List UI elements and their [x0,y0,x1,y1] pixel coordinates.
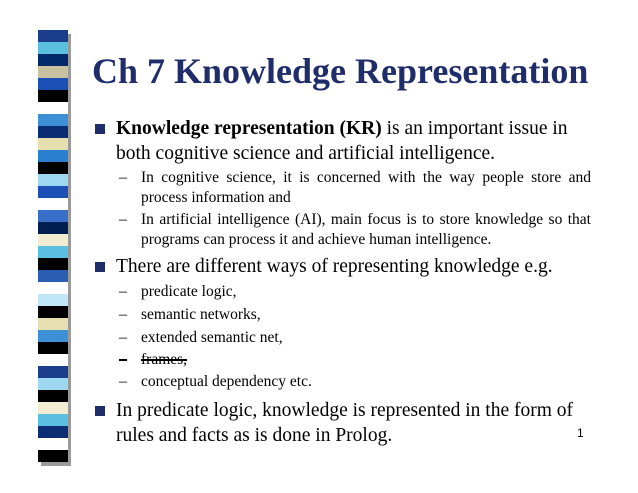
list-item-extended-semantic-net: extended semantic net, [141,329,283,346]
stripe-cell [38,378,68,390]
stripe-cell [38,114,68,126]
bullet-square-3 [95,406,105,416]
bullet-1-line-1 [116,116,568,141]
stripe-cell [38,438,68,450]
sub-1-1-line-1: In cognitive science, it is concerned with the way people store and [141,169,591,186]
sub-1-2-line-2: programs can process it and achieve human intelligence. [141,231,492,248]
stripe-cell [38,318,68,330]
sub-1-1-line-2: process information and [141,189,291,206]
stripe-cell [38,426,68,438]
stripe-cell [38,390,68,402]
list-item-predicate-logic: predicate logic, [141,283,237,300]
sub-dash-2-1: – [119,283,127,300]
stripe-cell [38,270,68,282]
stripe-cell [38,102,68,114]
stripe-cell [38,234,68,246]
stripe-cell [38,90,68,102]
stripe-cell [38,138,68,150]
bullet-1-line-2: both cognitive science and artificial intelligence. [116,143,496,164]
sub-dash-1-1: – [119,169,127,186]
bullet-3-line-1: In predicate logic, knowledge is represented in the form of [116,400,574,421]
page-number: 1 [577,426,584,440]
list-item-semantic-networks: semantic networks, [141,306,261,323]
stripe-cell [38,186,68,198]
stripe-cell [38,294,68,306]
stripe-cell [38,402,68,414]
list-item-conceptual-dependency: conceptual dependency etc. [141,373,312,390]
stripe-cell [38,42,68,54]
stripe-cell [38,246,68,258]
bullet-1-bold: Knowledge representation (KR) [116,118,382,139]
stripe-cell [38,354,68,366]
bullet-3-line-2: rules and facts as is done in Prolog. [116,425,393,446]
bullet-square-1 [95,124,105,134]
stripe-cell [38,282,68,294]
decorative-side-stripe [38,30,68,464]
bullet-square-2 [95,262,105,272]
bullet-2-text: There are different ways of representing knowledge e.g. [116,256,553,277]
stripe-cell [38,258,68,270]
list-item-frames: frames, [141,351,188,368]
stripe-cell [38,366,68,378]
stripe-cell [38,78,68,90]
sub-dash-1-2: – [119,211,127,228]
stripe-cell [38,198,68,210]
sub-dash-2-2: – [119,306,127,323]
sub-dash-2-3: – [119,329,127,346]
sub-1-2-line-1: In artificial intelligence (AI), main focus is to store knowledge so that [141,211,591,228]
stripe-cell [38,210,68,222]
stripe-cell [38,222,68,234]
stripe-cell [38,54,68,66]
stripe-cells [38,30,68,462]
stripe-cell [38,30,68,42]
stripe-cell [38,150,68,162]
stripe-cell [38,330,68,342]
stripe-cell [38,162,68,174]
slide-title: Ch 7 Knowledge Representation [92,51,589,91]
stripe-cell [38,66,68,78]
stripe-cell [38,306,68,318]
bullet-1-text: is an important issue in [381,118,568,139]
sub-dash-2-5: – [119,373,127,390]
stripe-cell [38,126,68,138]
stripe-cell [38,342,68,354]
stripe-cell [38,450,68,462]
sub-dash-2-4: – [119,351,127,368]
stripe-cell [38,174,68,186]
stripe-cell [38,414,68,426]
